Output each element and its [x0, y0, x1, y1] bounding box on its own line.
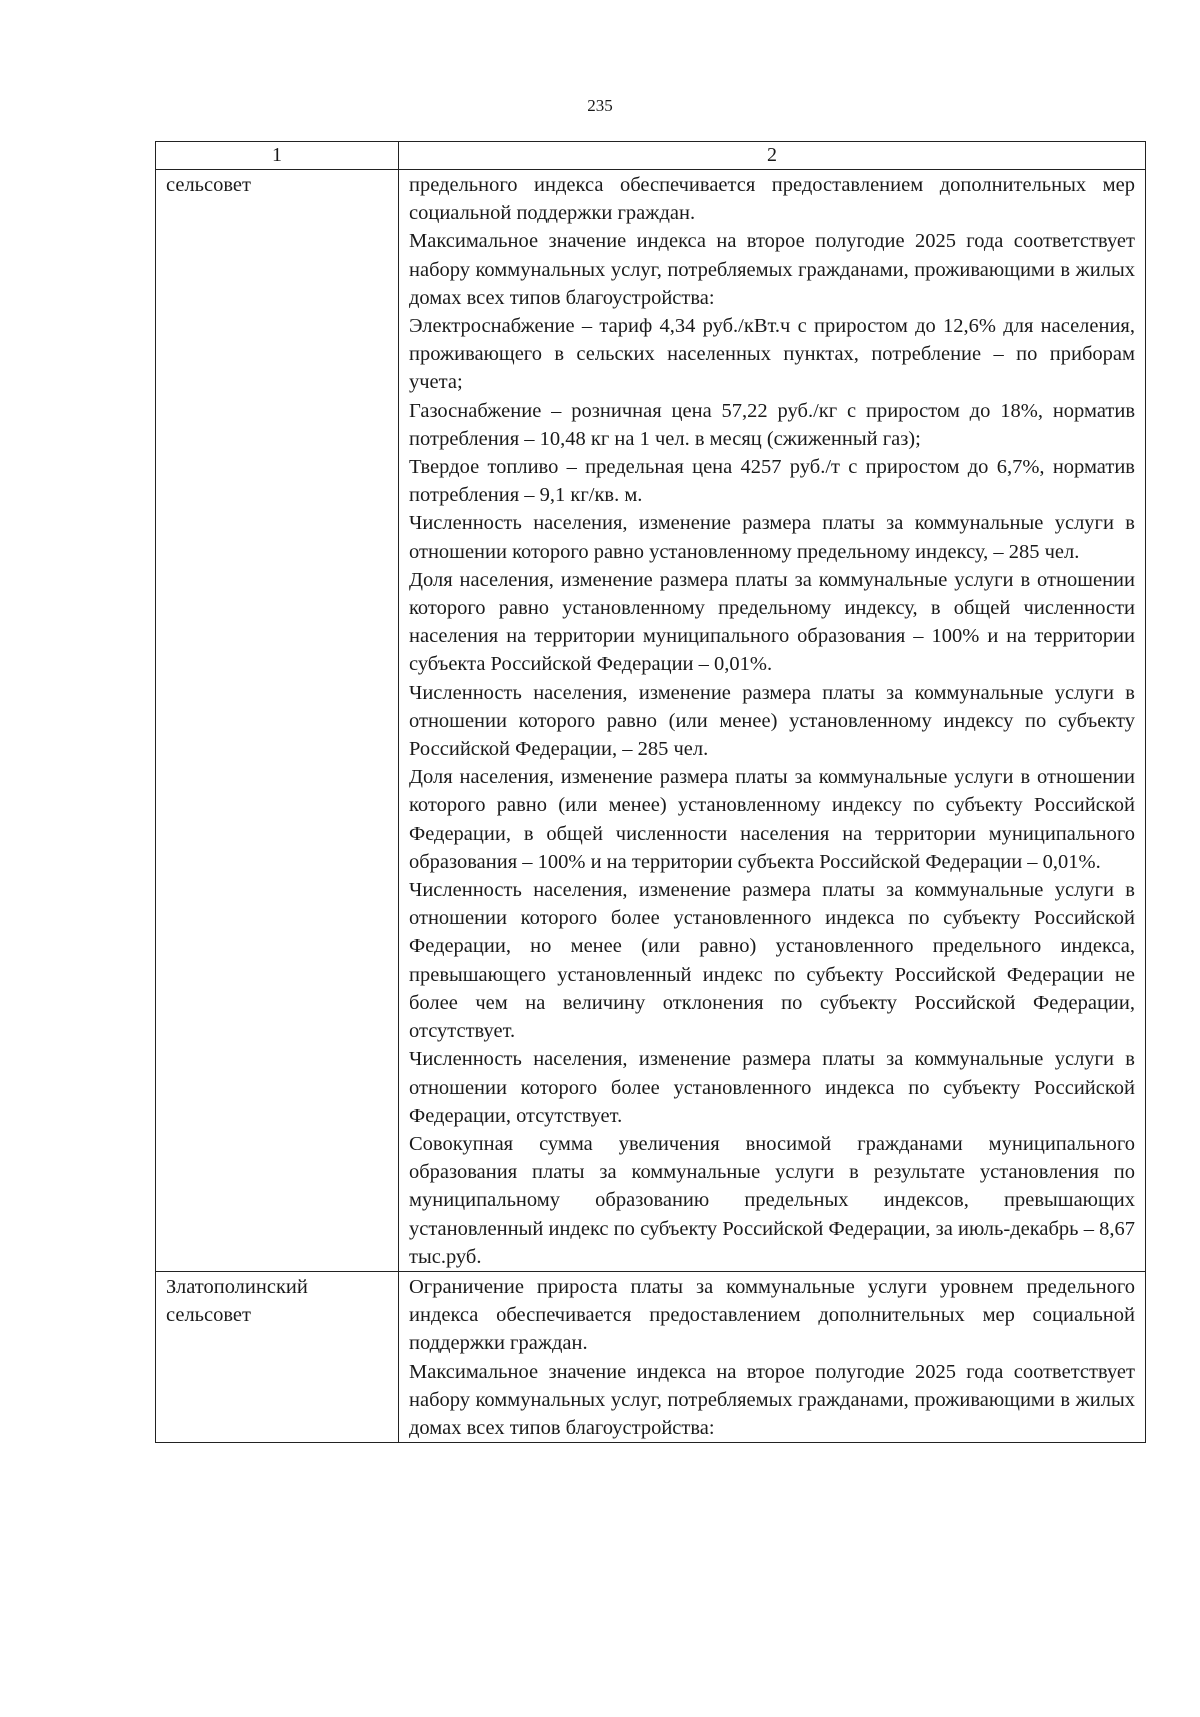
paragraph: Численность населения, изменение размера платы за коммунальные услуги в отношении которого равно (или менее) установленному индексу по субъекту Российской Федерации, – 285 чел.: [409, 681, 1135, 761]
table-header-row: [156, 142, 1146, 170]
paragraph: Доля населения, изменение размера платы за коммунальные услуги в отношении которого равно (или менее) установленному индексу по субъекту Российской Федерации, в общей численности населения на территории муниципального образования – 100% и на территории субъекта Российской Федерации – 0,01%.: [409, 766, 1135, 873]
paragraph: Электроснабжение – тариф 4,34 руб./кВт.ч с приростом до 12,6% для населения, проживающего в сельских населенных пунктах, потребление – по приборам учета;: [409, 315, 1135, 394]
description-cell: [399, 1271, 1146, 1442]
paragraph: Газоснабжение – розничная цена 57,22 руб./кг с приростом до 18%, норматив потребления – 10,48 кг на 1 чел. в месяц (сжиженный газ);: [409, 399, 1135, 450]
table-row: [156, 1271, 1146, 1442]
municipality-name: Златополинский сельсовет: [156, 1271, 399, 1442]
column-header-2: 2: [399, 142, 1146, 170]
column-header-1: 1: [156, 142, 399, 170]
municipality-name: сельсовет: [156, 170, 399, 1272]
table-row: [156, 170, 1146, 1272]
paragraph: Численность населения, изменение размера платы за коммунальные услуги в отношении которого равно установленному предельному индексу, – 285 чел.: [409, 512, 1135, 563]
paragraph: Твердое топливо – предельная цена 4257 руб./т с приростом до 6,7%, норматив потребления – 9,1 кг/кв. м.: [409, 456, 1135, 507]
paragraph: Максимальное значение индекса на второе полугодие 2025 года соответствует набору коммунальных услуг, потребляемых гражданами, проживающими в жилых домах всех типов благоустройства:: [409, 230, 1135, 309]
paragraph: Численность населения, изменение размера платы за коммунальные услуги в отношении которого более установленного индекса по субъекту Российской Федерации, но менее (или равно) установленного предельного индекса, превышающего установленный индекс по субъекту Российской Федерации не более чем на величину отклонения по субъекту Российской Федерации, отсутствует.: [409, 879, 1135, 1043]
paragraph: Совокупная сумма увеличения вносимой гражданами муниципального образования платы за коммунальные услуги в результате установления по муниципальному образованию предельных индексов, превышающих установленный индекс по субъекту Российской Федерации, за июль-декабрь – 8,67 тыс.руб.: [409, 1132, 1135, 1268]
description-cell: [399, 170, 1146, 1272]
paragraph: Доля населения, изменение размера платы за коммунальные услуги в отношении которого равно установленному предельному индексу, в общей численности населения на территории муниципального образования – 100% и на территории субъекта Российской Федерации – 0,01%.: [409, 568, 1135, 676]
paragraph: Ограничение прироста платы за коммунальные услуги уровнем предельного индекса обеспечивается предоставлением дополнительных мер социальной поддержки граждан.: [409, 1275, 1135, 1355]
data-table: [155, 141, 1146, 1443]
page-number: 235: [587, 96, 613, 115]
paragraph: Численность населения, изменение размера платы за коммунальные услуги в отношении которого более установленного индекса по субъекту Российской Федерации, отсутствует.: [409, 1048, 1135, 1127]
paragraph: предельного индекса обеспечивается предоставлением дополнительных мер социальной поддержки граждан.: [409, 174, 1135, 225]
paragraph: Максимальное значение индекса на второе полугодие 2025 года соответствует набору коммунальных услуг, потребляемых гражданами, проживающими в жилых домах всех типов благоустройства:: [409, 1360, 1135, 1439]
